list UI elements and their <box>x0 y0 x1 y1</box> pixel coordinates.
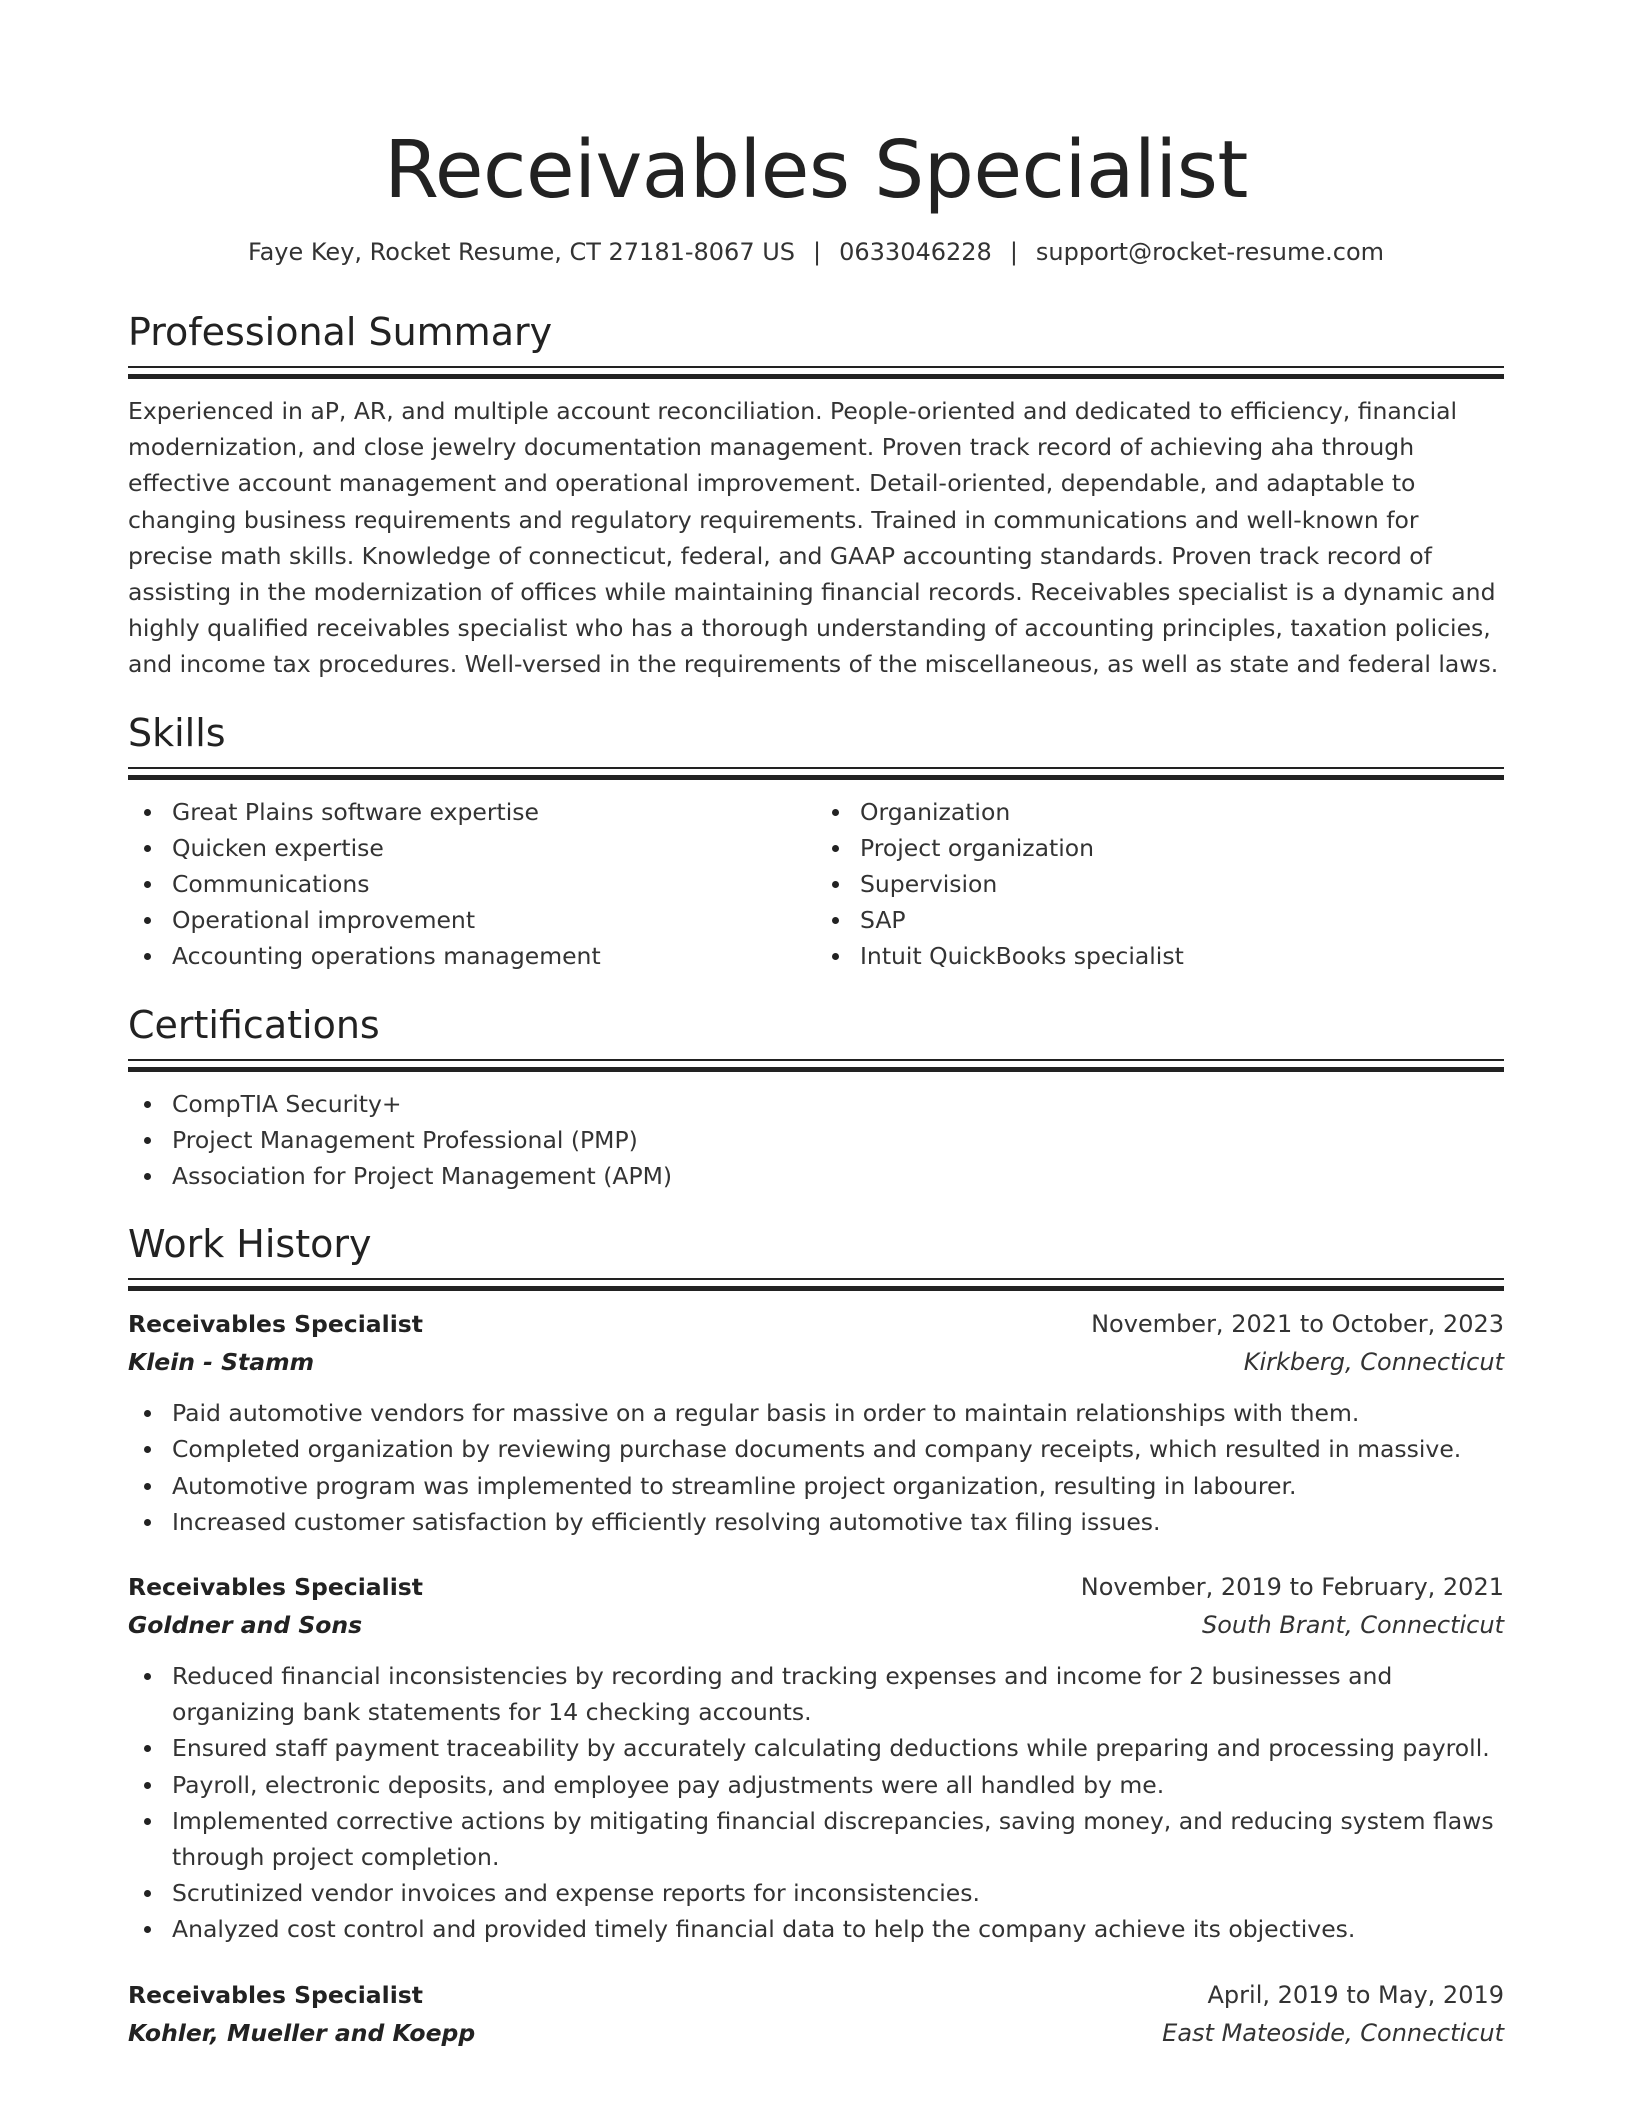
job-title: Receivables Specialist <box>128 1310 423 1339</box>
job-bullet: Automotive program was implemented to streamline project organization, resulting in labourer. <box>128 1468 1504 1504</box>
job-entry <box>128 1976 1504 2052</box>
job-bullet: Ensured staff payment traceability by accurately calculating deductions while preparing and processing payroll. <box>128 1730 1504 1766</box>
job-bullet: Scrutinized vendor invoices and expense reports for inconsistencies. <box>128 1875 1504 1911</box>
job-bullets <box>128 1658 1504 1948</box>
skill-item: Intuit QuickBooks specialist <box>816 938 1504 974</box>
skill-item: Supervision <box>816 866 1504 902</box>
skill-item: Operational improvement <box>128 902 816 938</box>
certifications-list <box>128 1086 1504 1195</box>
resume-title: Receivables Specialist <box>384 124 1248 216</box>
job-bullet: Payroll, electronic deposits, and employee pay adjustments were all handled by me. <box>128 1767 1504 1803</box>
job-company: Goldner and Sons <box>128 1611 363 1640</box>
skill-item: Accounting operations management <box>128 938 816 974</box>
summary-section <box>128 308 1504 683</box>
certification-item: Association for Project Management (APM) <box>128 1158 1504 1194</box>
section-divider <box>128 366 1504 379</box>
section-heading: Professional Summary <box>128 310 553 354</box>
contact-address: Faye Key, Rocket Resume, CT 27181-8067 US <box>247 238 796 266</box>
job-bullet: Increased customer satisfaction by efficiently resolving automotive tax filing issues. <box>128 1504 1504 1540</box>
skills-list-right <box>816 794 1504 975</box>
skill-item: Great Plains software expertise <box>128 794 816 830</box>
work-history-section <box>128 1220 1504 2051</box>
job-bullets <box>128 1395 1504 1540</box>
job-location: South Brant, Connecticut <box>1201 1611 1504 1640</box>
section-heading: Certifications <box>128 1002 380 1047</box>
contact-email: support@rocket-resume.com <box>1035 238 1385 266</box>
skills-columns <box>128 794 1504 975</box>
section-divider <box>128 1278 1504 1291</box>
skill-item: Organization <box>816 794 1504 830</box>
job-bullet: Analyzed cost control and provided timely financial data to help the company achieve its objectives. <box>128 1911 1504 1947</box>
contact-phone: 0633046228 <box>839 238 992 266</box>
certification-item: CompTIA Security+ <box>128 1086 1504 1122</box>
certifications-section <box>128 1001 1504 1195</box>
skills-list-left <box>128 794 816 975</box>
job-title: Receivables Specialist <box>128 1980 423 2009</box>
skill-item: Communications <box>128 866 816 902</box>
job-entry <box>128 1568 1504 1948</box>
contact-line <box>128 236 1504 268</box>
section-divider <box>128 767 1504 780</box>
job-entry <box>128 1305 1504 1540</box>
skill-item: Quicken expertise <box>128 830 816 866</box>
job-bullet: Implemented corrective actions by mitigating financial discrepancies, saving money, and reducing system flaws through project completion. <box>128 1803 1504 1875</box>
job-bullet: Completed organization by reviewing purchase documents and company receipts, which resulted in massive. <box>128 1431 1504 1467</box>
job-company: Klein - Stamm <box>128 1348 315 1377</box>
job-bullet: Reduced financial inconsistencies by recording and tracking expenses and income for 2 businesses and organizing bank statements for 14 checking accounts. <box>128 1658 1504 1730</box>
section-divider <box>128 1059 1504 1072</box>
job-bullet: Paid automotive vendors for massive on a regular basis in order to maintain relationships with them. <box>128 1395 1504 1431</box>
job-dates: November, 2021 to October, 2023 <box>1091 1310 1504 1339</box>
job-title: Receivables Specialist <box>128 1573 423 1602</box>
skills-section <box>128 709 1504 975</box>
job-location: East Mateoside, Connecticut <box>1162 2018 1504 2047</box>
job-location: Kirkberg, Connecticut <box>1243 1348 1504 1377</box>
contact-separator: | <box>813 238 822 266</box>
section-heading: Work History <box>128 1222 372 1267</box>
contact-separator: | <box>1009 238 1018 266</box>
skill-item: Project organization <box>816 830 1504 866</box>
summary-text: Experienced in aP, AR, and multiple account reconciliation. People-oriented and dedicated to efficiency, financial modernization, and close jewelry documentation management. Proven track record of achieving aha through effective account management and operational improvement. Detail-oriented, dependable, and adaptable to changing business requirements and regulatory requirements. Trained in communications and well-known for precise math skills. Knowledge of connecticut, federal, and GAAP accounting standards. Proven track record of assisting in the modernization of offices while maintaining financial records. Receivables specialist is a dynamic and highly qualified receivables specialist who has a thorough understanding of accounting principles, taxation policies, and income tax procedures. Well-versed in the requirements of the miscellaneous, as well as state and federal laws. <box>128 397 1499 679</box>
section-heading: Skills <box>128 710 226 755</box>
job-company: Kohler, Mueller and Koepp <box>128 2018 476 2047</box>
certification-item: Project Management Professional (PMP) <box>128 1122 1504 1158</box>
skill-item: SAP <box>816 902 1504 938</box>
job-dates: November, 2019 to February, 2021 <box>1080 1573 1504 1602</box>
job-dates: April, 2019 to May, 2019 <box>1207 1980 1504 2009</box>
